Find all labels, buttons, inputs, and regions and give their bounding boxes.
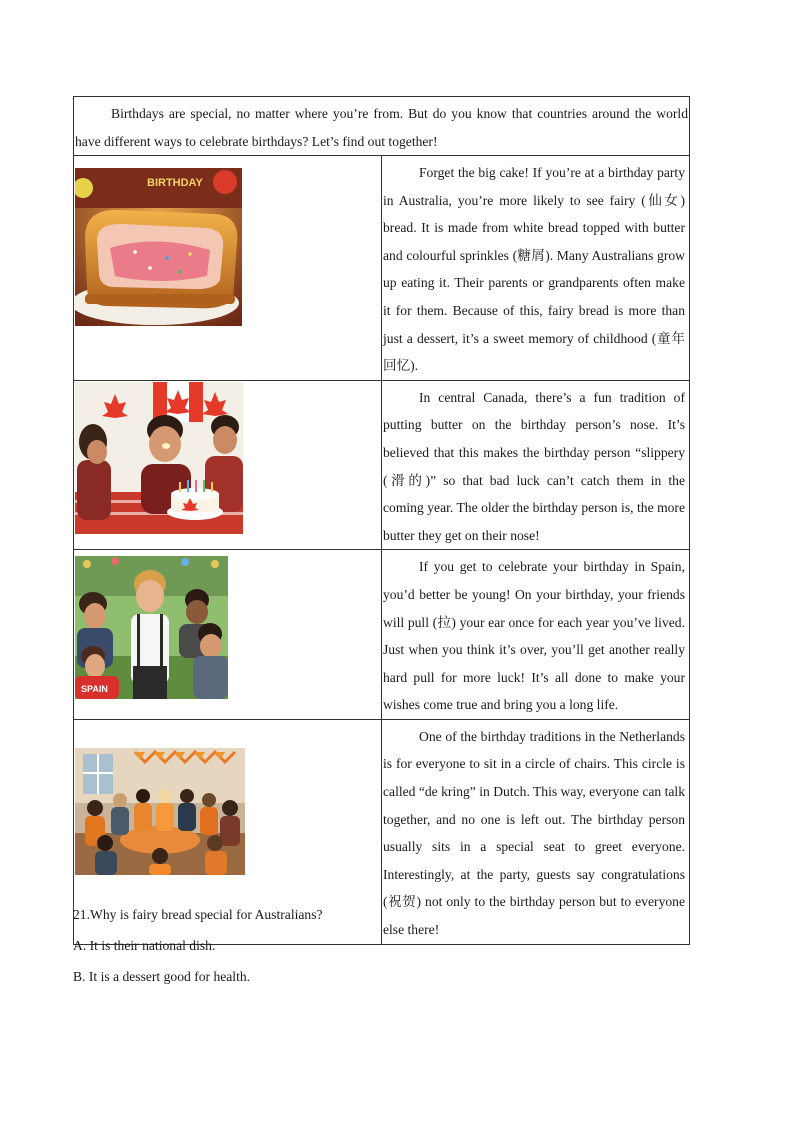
birthday-banner-text: BIRTHDAY — [147, 177, 203, 189]
spain-paragraph: If you get to celebrate your birthday in Spain, you’d better be young! On your birthday, your friends will pull (拉) your ear once for each year you’ve lived. Just when you think it’s over, you’ll get another really hard pull for more luck! It’s all done to make your wishes come true and bring you a long life. — [383, 559, 685, 713]
intro-paragraph: Birthdays are special, no matter where you’re from. But do you know that countries around the world have different ways to celebrate birthdays? Let’s find out together! — [75, 106, 688, 149]
question-block — [73, 907, 713, 1000]
text-cell — [382, 550, 690, 720]
australia-paragraph: Forget the big cake! If you’re at a birthday party in Australia, you’re more likely to see fairy (仙女) bread. It is made from white bread topped with butter and colourful sprinkles (糖屑). Many Australians grow up eating it. Their parents or grandparents often make it for them. Because of this, fairy bread is more than just a dessert, it’s a sweet memory of childhood (童年回忆). — [383, 165, 685, 374]
spain-ear-pull-photo — [75, 556, 228, 699]
question-text: Why is fairy bread special for Australians? — [90, 907, 323, 922]
question-number: 21. — [73, 907, 90, 922]
image-cell — [74, 550, 382, 720]
canada-paragraph: In central Canada, there’s a fun tradition of putting butter on the birthday person’s nose. It’s believed that this makes the birthday person “slippery (滑的)” so that bad luck can’t catch them in the coming year. The older the birthday person is, the more butter they get on their nose! — [383, 389, 685, 543]
reading-table — [73, 96, 690, 945]
question-stem — [73, 907, 713, 923]
netherlands-paragraph: One of the birthday traditions in the Netherlands is for everyone to sit in a circle of chairs. This circle is called “de kring” in Dutch. This way, everyone can talk together, and no one is left out. The birthday person usually sits in a special seat to greet everyone. Interestingly, at the party, guests say congratulations (祝贺) not only to the birthday person but to everyone else there! — [383, 728, 685, 938]
text-cell — [382, 156, 690, 381]
intro-cell — [74, 97, 690, 156]
text-cell — [382, 380, 690, 550]
netherlands-circle-photo — [75, 748, 245, 875]
image-cell — [74, 156, 382, 381]
section-row-australia — [74, 156, 690, 381]
section-row-spain — [74, 550, 690, 720]
fairy-bread-photo — [75, 168, 242, 326]
option-b: B. It is a dessert good for health. — [73, 969, 251, 984]
canada-butter-nose-photo — [75, 382, 243, 534]
section-row-canada — [74, 380, 690, 550]
image-cell — [74, 380, 382, 550]
spain-shirt-text: SPAIN — [81, 684, 108, 695]
option-a: A. It is their national dish. — [73, 938, 216, 953]
